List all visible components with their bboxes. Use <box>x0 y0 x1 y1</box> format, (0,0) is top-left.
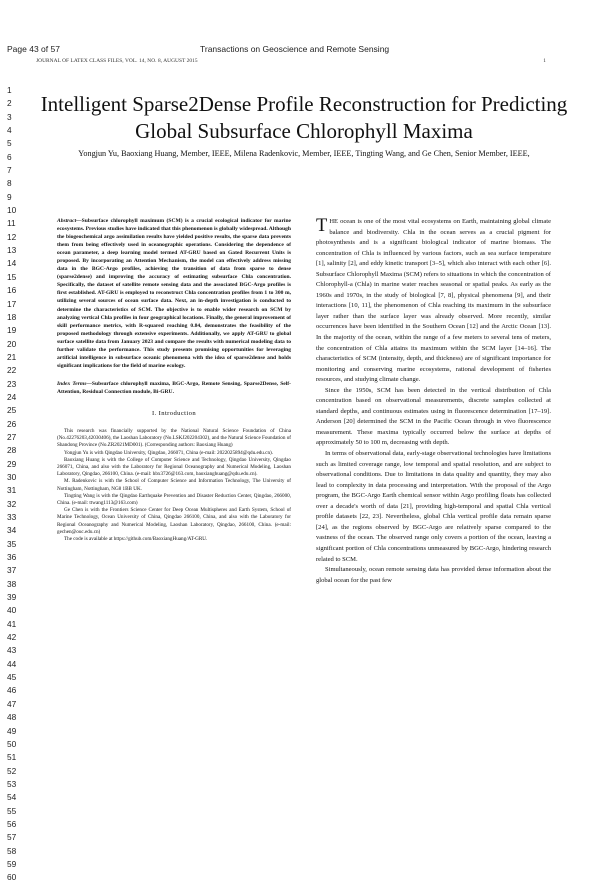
index-terms-text: Subsurface chlorophyll maxima, BGC-Argo, Remote Sensing, Sparse2Dense, Self-Attention, Residual Connection module, Bi-GRU. <box>57 380 291 395</box>
drop-cap: T <box>316 216 328 236</box>
footnote: Ge Chen is with the Frontiers Science Center for Deep Ocean Multispheres and Earth System, School of Marine Technology, Ocean University of China, Qingdao 266100, China, and also with the Laboratory for Regional Oceanography and Numerical Modeling, Laoshan Laboratory, Qingdao, 266100, China. (e-mail: gechen@ouc.edu.cn) <box>57 507 291 535</box>
abstract <box>57 217 291 370</box>
page-number: 1 <box>543 58 546 64</box>
footnote: The code is available at https://github.com/BaoxiangHuang/AT-GRU. <box>64 536 208 543</box>
section-heading: I. Introduction <box>151 409 197 417</box>
footnote: Baoxiang Huang is with the College of Computer Science and Technology, Qingdao University, Qingdao 266071, China, and also with the Laboratory for Regional Oceanography and Numerical Modeling, Laoshan Laboratory, Qingdao, 266100, China. (e-mail: hbx3726@163.com, baoxianghuang@qdu.edu.cn). <box>57 456 291 478</box>
journal-name: Transactions on Geoscience and Remote Sensing <box>200 44 390 54</box>
intro-paragraph <box>316 217 551 386</box>
author-list: Yongjun Yu, Baoxiang Huang, Member, IEEE, Milena Radenkovic, Member, IEEE, Tingting Wang, and Ge Chen, Senior Member, IEEE, <box>78 149 530 158</box>
paper-title: Intelligent Sparse2Dense Profile Reconstruction for Predicting Global Subsurface Chlorophyll Maxima <box>40 92 568 143</box>
intro-paragraph: Since the 1950s, SCM has been detected in the vertical distribution of Chla concentration based on observational measurements, discrete samples collected at standard depths, and continuous estimates using in fluorescence determination [17–19]. Anderson [20] determined the SCM in the Pacific Ocean through in vivo fluorescence measurement. These maxima typically occurred below the surface at depths of approximately 50 to 100 m, decreasing with depth. <box>316 386 551 447</box>
running-head-text: JOURNAL OF LATEX CLASS FILES, VOL. 14, NO. 8, AUGUST 2015 <box>36 58 198 64</box>
intro-paragraph: In terms of observational data, early-stage observational technologies have limitations such as limited coverage range, low temporal and spatial resolution, and are subject to observational conditions. Due to limitations in data quality and quantity, they may also lead to complexity in data processing and interpretation. With the proposal of the Argo program, the BGC-Argo Earth chemical sensor within Argo profiling floats has collected over a decade's worth of data [21], providing high-temporal and spatial Chla vertical profile datasets [22, 23]. Nevertheless, global Chla vertical profile data remain sparse [24], as the regions observed by BGC-Argo are relatively sparse compared to the vastness of the ocean. The observed range only covers a portion of the ocean, leaving a significant portion of Chla concentrations unmeasured by BGC-Argo, hindering research related to SCM. <box>316 450 551 563</box>
page-info: Page 43 of 57 <box>7 44 60 54</box>
index-terms <box>57 380 291 396</box>
index-terms-label: Index Terms— <box>57 380 92 387</box>
running-head <box>36 58 546 64</box>
footnote: M. Radenkovic is with the School of Computer Science and Information Technology, The University of Nottingham, Nottingham, NG8 1BB UK. <box>57 478 291 492</box>
abstract-text: Subsurface chlorophyll maximum (SCM) is a crucial ecological indicator for marine ecosystems. Previous studies have indicated that this phenomenon is globally widespread. Although the biogeochemical argo assimilation results have yielded positive results, the sparse data prevents them from being effectively used in oceanographic operations. Considering the dependence of ocean parameter, a deep learning model termed AT-GRU based on Gated Recurrent Units is proposed. By incorporating an Attention Mechanism, the model can effectively address missing data in the BGC-Argo profiles, achieving the transition of data from sparse to dense (sparse2dense) and improving the accuracy of estimating subsurface Chla concentration. Specifically, the dataset of satellite remote sensing data and the associated BGC-Argo profiles is first established. AT-GRU is employed to reconstruct Chla concentration profiles from 1 to 300 m, utilizing several sources of ocean surface data. Next, an in-depth investigation is conducted to determine the characteristics of SCM. The objective is to enable wider research on SCM by analyzing vertical Chla profiles in four geographical locations. Finally, the general improvement of skill performance metrics, with R-squared reaching 0.84, demonstrates the feasibility of the proposed methodology through extensive experiments. Additionally, we apply AT-GRU to global surface satellite data from January 2023 and compare the results with numerical modeling data to further validate the performance. This study presents promising opportunities for leveraging artificial intelligence in subsurface oceanic phenomena with the idea of sparse2dense and holds significant implications for the field of marine ecology. <box>57 218 291 369</box>
abstract-label: Abstract— <box>57 218 82 224</box>
footnote: This research was financially supported by the National Natural Science Foundation of China (No.42276203,42030406), the Laoshan Laboratory (No.LSKJ202204302), and the Natural Science Foundation of Shandong Province (No.ZR2021MD001). (Corresponding authors: Baoxiang Huang) <box>57 428 291 449</box>
intro-paragraph-text: HE ocean is one of the most vital ecosystems on Earth, maintaining global climate balance and biodiversity. Chla in the ocean serves as a crucial pigment for photosynthesis and is a significant biological indicator of marine biomass. The concentration of Chla is influenced by various factors, such as sea surface temperature [1], salinity [2], and eddy kinetic transport [3–5], which also interact with each other [6]. Subsurface Chlorophyll Maxima (SCM) refers to situations in which the concentration of Chlorophyll-a (Chla) in marine water reaches seasonal or spatial peaks. As early as the 1960s and 1970s, in the study of biological [7, 8], physical phenomena [9], and their interactions [10, 11], the phenomenon of Chla reaching its maximum in the subsurface layer rather than the surface layer was already observed. More recently, similar occurrences have been identified in the Southern Ocean [12] and the Arctic Ocean [13]. In the majority of the ocean, within the range of a few meters to several tens of meters, the concentration of Chla attains its maximum within the SCM layer [14–16]. The characteristics of SCM (intensity, depth, and thickness) are of significant importance for monitoring and conserving marine ecosystems, rational development of fisheries resources, and studying climate change. <box>316 218 551 384</box>
footnotes <box>57 428 291 543</box>
intro-paragraph: Simultaneously, ocean remote sensing data has provided dense information about the global ocean for the past few <box>316 566 551 584</box>
footnote: Yongjun Yu is with Qingdao University, Qingdao, 266071, China (e-mail: 2022025894@qdu.edu.cn). <box>64 449 274 456</box>
footnote: Tingting Wang is with the Qingdao Earthquake Prevention and Disaster Reduction Center, Qingdao, 266000, China. (e-mail: ttwang1113@163.com) <box>57 492 291 507</box>
right-column <box>316 217 551 586</box>
line-numbers: 1 2 3 4 5 6 7 8 9 10 11 12 13 14 15 16 17 18 19 20 21 22 23 24 25 26 27 28 29 30 31 32 33 34 35 36 37 38 39 40 41 42 43 44 45 46 47 48 49 50 51 52 53 54 55 56 57 58 59 60 <box>7 85 17 883</box>
left-column <box>57 217 291 543</box>
